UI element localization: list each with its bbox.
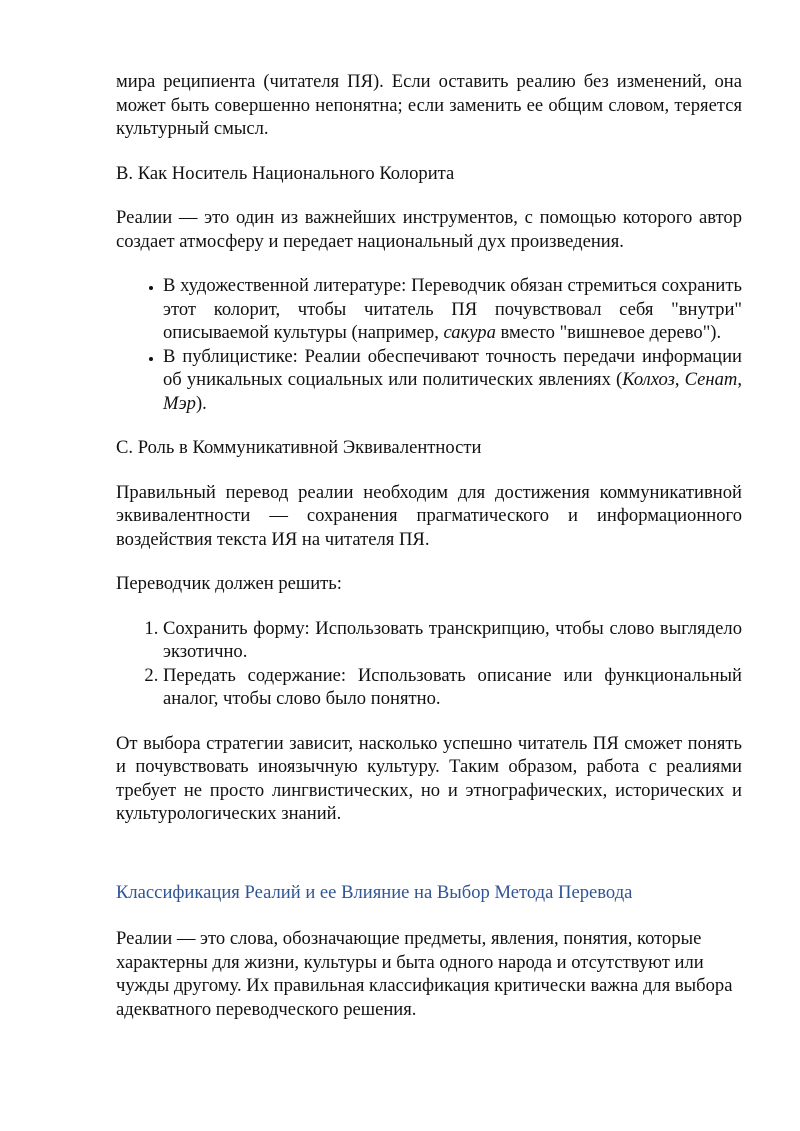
classification-heading: Классификация Реалий и ее Влияние на Выбор Метода Перевода <box>116 881 633 903</box>
bullet-text: В художественной литературе: Переводчик обязан стремиться сохранить этот колорит, чтобы читатель ПЯ почувствовал себя "внутри" описываемой культуры (например, <box>163 275 742 343</box>
example-term: Мэр <box>163 392 196 414</box>
bullet-item-literature <box>163 274 742 345</box>
separator: , <box>737 369 743 390</box>
section-b-bullet-list <box>116 274 742 415</box>
separator: , <box>674 369 685 390</box>
section-c-conclusion: От выбора стратегии зависит, насколько успешно читатель ПЯ сможет понять и почувствовать иноязычную культуру. Таким образом, работа с реалиями требует не просто лингвистических, но и этнографических, исторических и культурологических знаний. <box>116 732 742 824</box>
section-c-paragraph: Правильный перевод реалии необходим для достижения коммуникативной эквивалентности — сохранения прагматического и информационного воздействия текста ИЯ на читателя ПЯ. <box>116 481 742 550</box>
bullet-item-journalism <box>163 345 742 416</box>
bullet-text: ). <box>195 392 207 414</box>
numbered-item-content: 2. Передать содержание: Использовать описание или функциональный аналог, чтобы слово было понятно. <box>163 664 742 711</box>
section-c-numbered-list <box>116 617 742 711</box>
intro-paragraph: мира реципиента (читателя ПЯ). Если оставить реалию без изменений, она может быть совершенно непонятна; если заменить ее общим словом, теряется культурный смысл. <box>116 71 742 139</box>
bullet-text: вместо "вишневое дерево"). <box>495 322 722 343</box>
example-term: Колхоз <box>622 369 675 390</box>
example-term: Сенат <box>684 369 738 390</box>
section-b-paragraph: Реалии — это один из важнейших инструментов, с помощью которого автор создает атмосферу и передает национальный дух произведения. <box>116 207 742 252</box>
bullet-text: В публицистике: Реалии обеспечивают точность передачи информации об уникальных социальных или политических явлениях ( <box>163 345 742 390</box>
classification-paragraph: Реалии — это слова, обозначающие предметы, явления, понятия, которые характерны для жизни, культуры и быта одного народа и отсутствуют или чужды другому. Их правильная классификация критически важна для выбора адекватного переводческого решения. <box>116 928 733 1020</box>
section-c-lead: Переводчик должен решить: <box>116 573 342 594</box>
document-page <box>116 70 742 1042</box>
section-c-title: C. Роль в Коммуникативной Эквивалентности <box>116 437 482 458</box>
numbered-item-form: 1. Сохранить форму: Использовать транскрипцию, чтобы слово выглядело экзотично. <box>163 617 742 664</box>
section-b-title: B. Как Носитель Национального Колорита <box>116 162 455 184</box>
example-term: сакура <box>443 322 496 343</box>
